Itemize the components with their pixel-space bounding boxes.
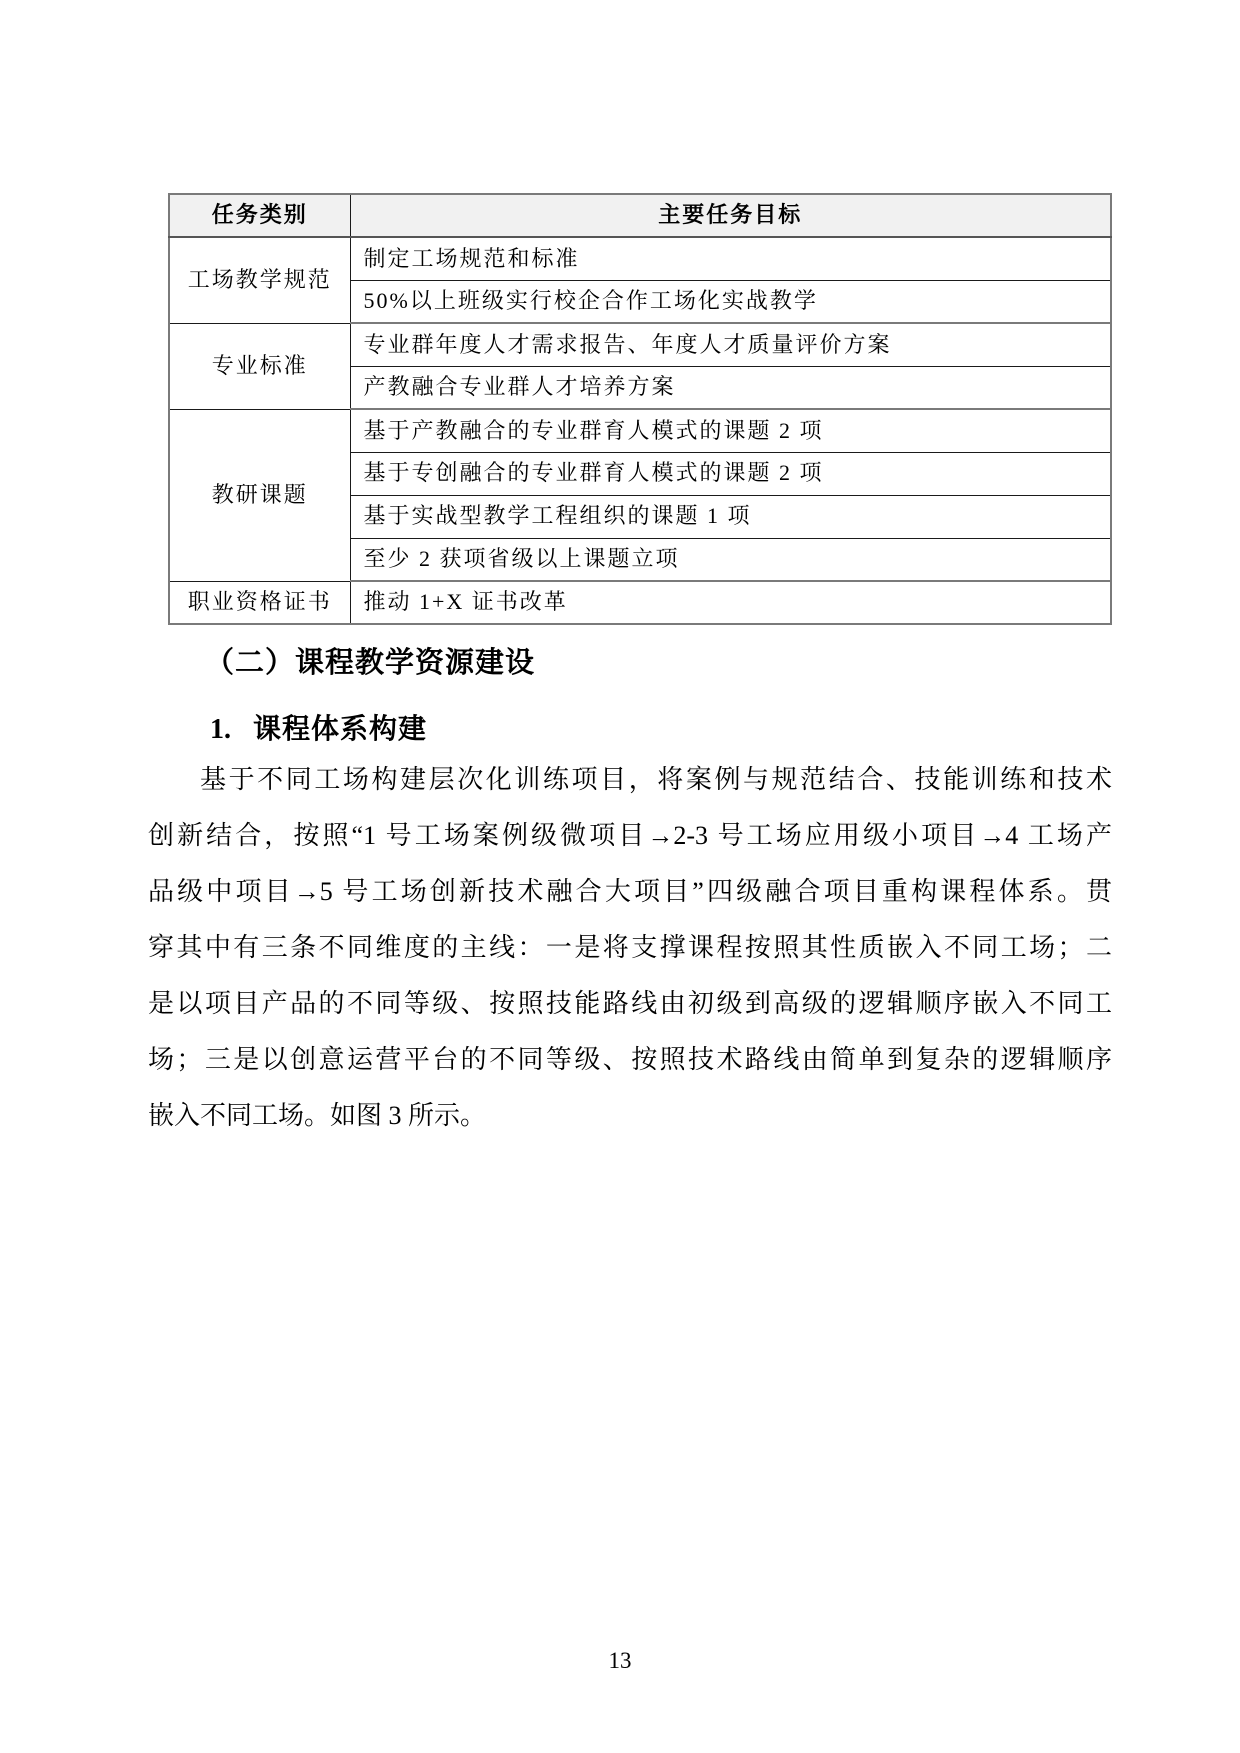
- paragraph-line: 品级中项目→5 号工场创新技术融合大项目”四级融合项目重构课程体系。贯: [148, 877, 1112, 906]
- table-header-row: [169, 194, 1111, 237]
- task-table: [168, 193, 1112, 625]
- subsection-title: 课程体系构建: [253, 713, 428, 744]
- category-cell: 教研课题: [169, 409, 350, 581]
- task-cell: 基于专创融合的专业群育人模式的课题 2 项: [350, 452, 1111, 495]
- subsection-heading: [210, 707, 427, 747]
- task-cell: 至少 2 获项省级以上课题立项: [350, 538, 1111, 581]
- task-cell: 制定工场规范和标准: [350, 237, 1111, 280]
- task-cell: 推动 1+X 证书改革: [350, 581, 1111, 624]
- table-row: [169, 237, 1111, 280]
- subsection-number: 1.: [210, 714, 231, 745]
- paragraph-line: 创新结合，按照“1 号工场案例级微项目→2-3 号工场应用级小项目→4 工场产: [148, 821, 1112, 850]
- page-number: 13: [608, 1648, 632, 1673]
- paragraph-line: 场；三是以创意运营平台的不同等级、按照技术路线由简单到复杂的逻辑顺序: [148, 1045, 1112, 1074]
- table-row: [169, 581, 1111, 624]
- category-cell: 职业资格证书: [169, 581, 350, 624]
- paragraph-line: 嵌入不同工场。如图 3 所示。: [148, 1101, 487, 1130]
- task-cell: 专业群年度人才需求报告、年度人才质量评价方案: [350, 323, 1111, 366]
- body-paragraph: [148, 752, 1112, 1144]
- category-cell: 工场教学规范: [169, 237, 350, 323]
- task-cell: 基于实战型教学工程组织的课题 1 项: [350, 495, 1111, 538]
- table-row: [169, 323, 1111, 366]
- task-cell: 基于产教融合的专业群育人模式的课题 2 项: [350, 409, 1111, 452]
- header-cell-category: 任务类别: [169, 194, 350, 237]
- task-cell: 50%以上班级实行校企合作工场化实战教学: [350, 280, 1111, 323]
- paragraph-line: 穿其中有三条不同维度的主线：一是将支撑课程按照其性质嵌入不同工场；二: [148, 933, 1112, 962]
- section-heading: （二）课程教学资源建设: [205, 647, 536, 679]
- header-cell-objectives: 主要任务目标: [350, 194, 1111, 237]
- table-row: [169, 409, 1111, 452]
- task-cell: 产教融合专业群人才培养方案: [350, 366, 1111, 409]
- paragraph-line: 基于不同工场构建层次化训练项目，将案例与规范结合、技能训练和技术: [200, 765, 1112, 794]
- paragraph-line: 是以项目产品的不同等级、按照技能路线由初级到高级的逻辑顺序嵌入不同工: [148, 989, 1112, 1018]
- category-cell: 专业标准: [169, 323, 350, 409]
